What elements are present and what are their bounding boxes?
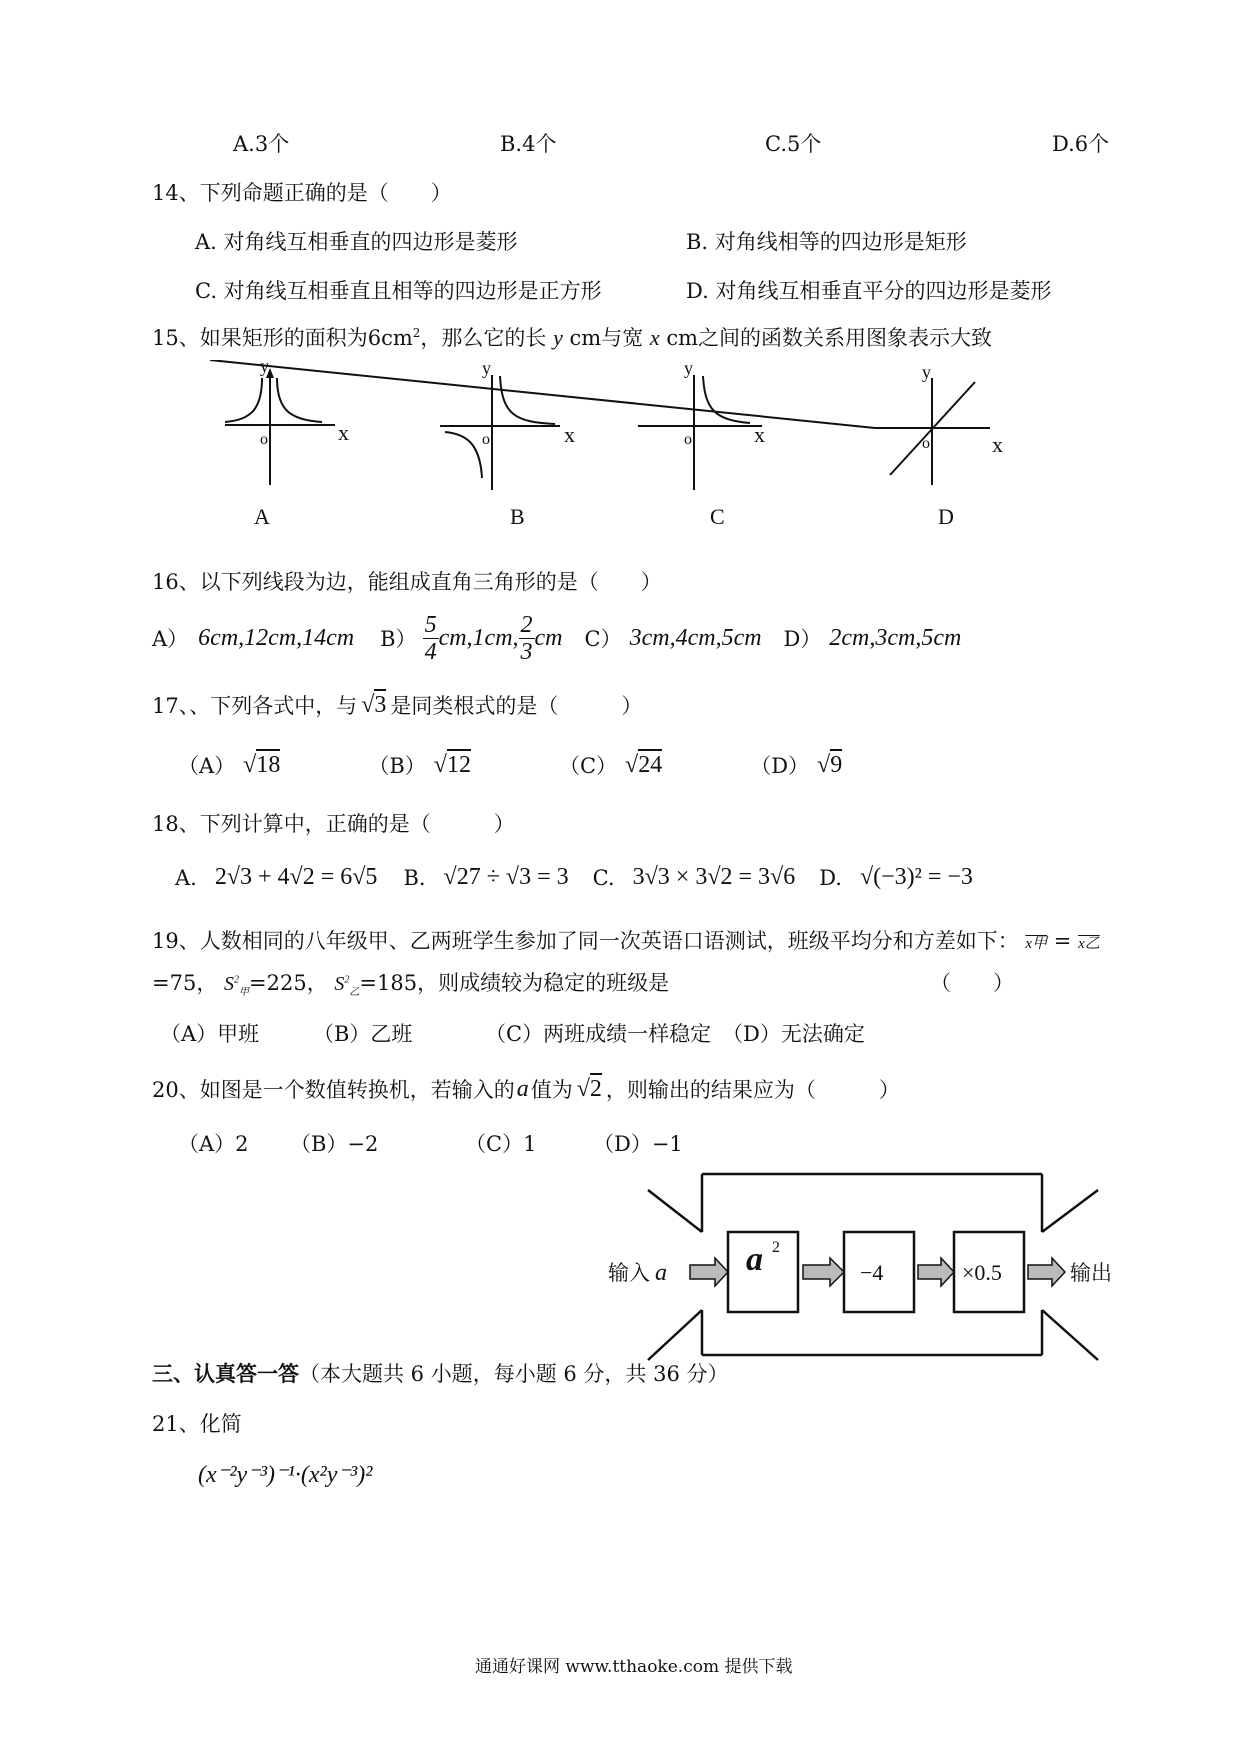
q16-a-value: 6cm,12cm,14cm: [198, 624, 355, 651]
graph-c-y-label: y: [684, 360, 693, 378]
q15-graphs: [210, 360, 1110, 530]
q19-option-d: （D）无法确定: [722, 1022, 865, 1046]
machine-arrow-1: [690, 1258, 728, 1286]
graph-c-curve: [703, 376, 750, 423]
q20-stem: 20、如图是一个数值转换机，若输入的 a 值为 √2 ，则输出的结果应为（ ）: [152, 1074, 900, 1104]
q16-stem: 16、以下列线段为边，能组成直角三角形的是（ ）: [152, 570, 662, 594]
q18-c-label: C.: [592, 865, 615, 890]
machine-funnel-out-top: [1042, 1190, 1098, 1232]
graph-a-origin: o: [260, 431, 268, 448]
q13-option-b: B.4个: [500, 132, 557, 156]
machine-box1-text: a: [746, 1241, 763, 1278]
machine-funnel-out-bottom: [1042, 1310, 1098, 1360]
q16-b-label: B）: [380, 627, 417, 651]
q17-stem: 17、、下列各式中，与 √3 是同类根式的是（ ）: [152, 690, 642, 720]
machine-arrow-3: [918, 1258, 954, 1286]
machine-box1-sup: 2: [772, 1239, 780, 1256]
q13-option-d: D.6个: [1052, 132, 1110, 156]
q17-b-label: （B）: [368, 754, 426, 778]
machine-box3-text: ×0.5: [962, 1260, 1002, 1285]
conversion-machine: [600, 1170, 1120, 1370]
q16-d-value: 2cm,3cm,5cm: [829, 624, 962, 651]
q18-d-label: D.: [819, 865, 842, 890]
q21-stem: 21、化简: [152, 1412, 242, 1436]
q18-b-expr: √27 ÷ √3 = 3: [443, 864, 569, 890]
q18-d-expr: √(−3)² = −3: [859, 864, 973, 890]
q16-options: [152, 608, 961, 668]
q17-c-radical: √24: [625, 752, 662, 779]
q17-a-label: （A）: [178, 754, 236, 778]
machine-input-var: a: [655, 1260, 667, 1286]
q20-option-b: （B）−2: [290, 1132, 379, 1156]
q16-c-label: C）: [584, 627, 622, 651]
q19-answer-paren: （ ）: [930, 971, 1014, 995]
q19-line1: 19、人数相同的八年级甲、乙两班学生参加了同一次英语口语测试，班级平均分和方差如下： x甲 = x乙: [152, 929, 1100, 953]
q18-c-expr: 3√3 × 3√2 = 3√6: [632, 864, 796, 890]
q21-expression: (x⁻²y⁻³)⁻¹·(x²y⁻³)²: [198, 1462, 373, 1488]
graph-c-x-label: x: [754, 422, 765, 447]
q19-option-c: （C）两班成绩一样稳定: [485, 1022, 712, 1046]
q16-b-end: cm: [534, 624, 563, 651]
graph-d-y-label: y: [922, 362, 931, 382]
q17-options: [178, 750, 842, 780]
q16-d-label: D）: [783, 627, 822, 651]
q18-a-label: A.: [175, 865, 197, 890]
q13-option-a: A.3个: [233, 132, 290, 156]
graph-c-label-text: C: [710, 504, 725, 529]
q17-d-radical: √9: [817, 752, 842, 779]
graph-a-x-label: x: [338, 420, 349, 445]
q15-stem: 15、如果矩形的面积为$6cm^2$，那么它的长 y cm与宽 x cm之间的函数关系用图象表示大致: [152, 325, 993, 350]
q16-a-label: A）: [152, 627, 189, 651]
q13-option-c: C.5个: [765, 132, 822, 156]
machine-funnel-in-top: [648, 1190, 702, 1232]
graph-a-curve-left: [225, 378, 262, 422]
machine-input-label: 输入: [608, 1261, 650, 1285]
graph-d-origin: o: [922, 435, 930, 452]
graph-a-y-label: y: [260, 360, 269, 376]
q16-b-fraction-2: $\frac{2}{3}$: [520, 611, 533, 665]
q14-option-d: D. 对角线互相垂直平分的四边形是菱形: [686, 279, 1052, 303]
machine-box-square: [728, 1232, 798, 1312]
q17-b-radical: √12: [434, 752, 471, 779]
q17-c-label: （C）: [558, 754, 618, 778]
graph-a-curve-right: [277, 378, 322, 422]
machine-funnel-in-bottom: [648, 1310, 702, 1360]
machine-arrow-2: [803, 1258, 844, 1286]
q19-option-b: （B）乙班: [313, 1022, 413, 1046]
q18-stem: 18、下列计算中，正确的是（ ）: [152, 812, 515, 836]
q18-a-expr: 2√3 + 4√2 = 6√5: [214, 864, 378, 890]
machine-box2-text: −4: [860, 1260, 884, 1285]
q20-option-a: （A）2: [178, 1132, 249, 1156]
q18-b-label: B.: [403, 865, 426, 890]
q20-option-d: （D）−1: [593, 1132, 683, 1156]
graph-d-label: D: [938, 504, 954, 529]
q14-option-c: C. 对角线互相垂直且相等的四边形是正方形: [195, 279, 602, 303]
q14-option-a: A. 对角线互相垂直的四边形是菱形: [195, 230, 518, 254]
graph-b-x-label: x: [564, 422, 575, 447]
graph-c-origin: o: [684, 431, 692, 448]
q16-b-fraction-1: $\frac{5}{4}$: [424, 611, 437, 665]
q16-c-value: 3cm,4cm,5cm: [629, 624, 762, 651]
q14-option-b: B. 对角线相等的四边形是矩形: [686, 230, 967, 254]
graph-b-y-label: y: [482, 360, 491, 378]
graph-b-origin: o: [482, 431, 490, 448]
q14-stem: 14、下列命题正确的是（ ）: [152, 181, 452, 205]
q17-d-label: （D）: [750, 754, 810, 778]
q18-options: [175, 864, 973, 891]
q16-b-mid: cm,1cm,: [438, 624, 519, 651]
graph-b-curve-left: [445, 432, 482, 478]
machine-arrow-4: [1028, 1258, 1065, 1286]
graph-b-curve-right: [500, 376, 555, 424]
page-footer: 通通好课网 www.tthaoke.com 提供下载: [475, 1657, 793, 1677]
graph-a-label: A: [254, 504, 270, 529]
q19-line2: =75， $S^2_甲=225$， $S^2_乙=185$，则成绩较为稳定的班级是: [152, 971, 670, 998]
section3-heading: 三、认真答一答（本大题共 6 小题，每小题 6 分，共 36 分）: [152, 1361, 729, 1386]
q17-a-radical: √18: [243, 752, 280, 779]
machine-output-label: 输出: [1070, 1261, 1112, 1285]
q20-option-c: （C）1: [465, 1132, 537, 1156]
q19-option-a: （A）甲班: [160, 1022, 260, 1046]
graph-b-label: B: [510, 504, 525, 529]
graph-d-x-label: x: [992, 432, 1003, 457]
